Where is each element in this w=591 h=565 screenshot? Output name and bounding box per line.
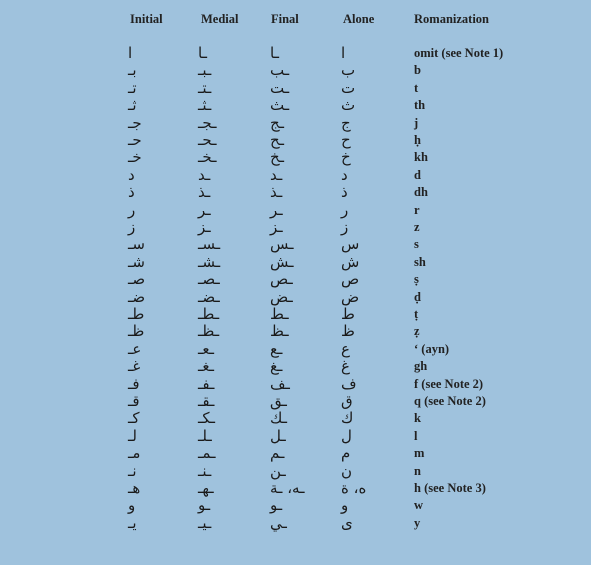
cell-initial: ثـ xyxy=(128,96,137,115)
cell-medial: ـصـ xyxy=(198,270,220,289)
cell-alone: ف xyxy=(341,374,357,393)
cell-initial: بـ xyxy=(128,61,137,80)
table-row xyxy=(0,358,591,375)
cell-medial: ـغـ xyxy=(198,357,215,376)
cell-romanization: ḍ xyxy=(414,289,421,304)
cell-romanization: th xyxy=(414,98,426,113)
cell-romanization: kh xyxy=(414,150,428,165)
cell-medial: ـمـ xyxy=(198,444,216,463)
cell-final: ـظ xyxy=(270,322,289,341)
cell-final: ـج xyxy=(270,113,285,132)
cell-final: ـس xyxy=(270,235,294,254)
cell-alone: ب xyxy=(341,61,356,80)
cell-medial: ـقـ xyxy=(198,392,215,410)
cell-alone: ل xyxy=(341,426,352,445)
cell-alone: ص xyxy=(341,270,360,289)
cell-romanization: ḥ xyxy=(414,133,421,147)
cell-final: ـب xyxy=(270,61,290,80)
table-row xyxy=(0,497,591,514)
table-row xyxy=(0,97,591,114)
table-row xyxy=(0,236,591,253)
cell-medial: ـعـ xyxy=(198,339,215,358)
cell-medial: ـطـ xyxy=(198,305,220,323)
table-row xyxy=(0,254,591,271)
cell-alone: م xyxy=(341,444,351,463)
cell-initial: هـ xyxy=(128,479,141,497)
cell-medial: ـخـ xyxy=(198,148,217,167)
cell-initial: ضـ xyxy=(128,287,146,306)
table-row xyxy=(0,410,591,427)
cell-alone: ا xyxy=(341,44,346,62)
cell-medial: ـبـ xyxy=(198,61,212,80)
table-row xyxy=(0,341,591,358)
cell-initial: ر xyxy=(128,200,136,219)
cell-final: ـا xyxy=(270,44,279,62)
header-final: Final xyxy=(271,12,299,26)
cell-final: ـز xyxy=(270,218,283,236)
cell-medial: ـثـ xyxy=(198,96,212,115)
cell-final: ـت xyxy=(270,78,290,97)
table-row xyxy=(0,515,591,532)
cell-romanization: t xyxy=(414,80,419,95)
cell-alone: ط xyxy=(341,305,355,323)
cell-alone: ق xyxy=(341,392,353,410)
cell-romanization: r xyxy=(414,202,420,217)
table-row xyxy=(0,115,591,132)
table-row xyxy=(0,376,591,393)
cell-initial: غـ xyxy=(128,357,141,376)
cell-romanization: omit (see Note 1) xyxy=(414,46,504,60)
cell-romanization: l xyxy=(414,428,418,443)
cell-initial: طـ xyxy=(128,305,145,323)
cell-romanization: h (see Note 3) xyxy=(414,481,486,495)
cell-final: ـص xyxy=(270,270,293,289)
table-row xyxy=(0,428,591,445)
table-row xyxy=(0,80,591,97)
table-row xyxy=(0,323,591,340)
cell-final: ـخ xyxy=(270,148,285,167)
cell-medial: ـا xyxy=(198,44,207,62)
cell-medial: ـلـ xyxy=(198,426,212,445)
cell-final: ـع xyxy=(270,339,283,358)
cell-romanization: k xyxy=(414,411,421,426)
cell-medial: ـفـ xyxy=(198,374,215,393)
cell-final: ـغ xyxy=(270,357,283,376)
cell-initial: قـ xyxy=(128,392,140,410)
cell-initial: ذ xyxy=(128,183,135,202)
cell-romanization: f (see Note 2) xyxy=(414,376,484,391)
cell-initial: شـ xyxy=(128,252,145,271)
table-row xyxy=(0,463,591,480)
cell-initial: ظـ xyxy=(128,322,145,341)
cell-initial: كـ xyxy=(128,409,140,428)
table-row xyxy=(0,132,591,149)
cell-initial: عـ xyxy=(128,339,142,358)
table-row xyxy=(0,149,591,166)
cell-initial: مـ xyxy=(128,444,141,463)
cell-final: ـف xyxy=(270,374,290,393)
table-row xyxy=(0,202,591,219)
cell-alone: س xyxy=(341,235,360,254)
cell-initial: سـ xyxy=(128,235,145,254)
cell-initial: صـ xyxy=(128,270,146,289)
cell-final: ـط xyxy=(270,305,289,323)
cell-final: ـك xyxy=(270,409,288,428)
cell-medial: ـر xyxy=(198,200,211,219)
cell-alone: ز xyxy=(341,218,349,236)
cell-romanization: sh xyxy=(414,254,426,269)
cell-romanization: dh xyxy=(414,185,428,200)
cell-alone: ن xyxy=(341,461,353,480)
cell-medial: ـجـ xyxy=(198,113,217,132)
cell-initial: خـ xyxy=(128,148,142,167)
cell-final: ـح xyxy=(270,131,285,149)
cell-initial: يـ xyxy=(128,513,137,532)
cell-romanization: s xyxy=(414,237,419,252)
table-row xyxy=(0,62,591,79)
cell-romanization: w xyxy=(414,498,424,513)
cell-alone: ح xyxy=(341,131,351,149)
cell-final: ـض xyxy=(270,287,293,306)
cell-romanization: b xyxy=(414,63,421,78)
cell-romanization: ẓ xyxy=(414,324,420,339)
cell-medial: ـكـ xyxy=(198,409,216,428)
cell-final: ـم xyxy=(270,444,285,463)
cell-medial: ـتـ xyxy=(198,78,212,97)
cell-alone: ت xyxy=(341,78,356,97)
table-row xyxy=(0,289,591,306)
header-initial: Initial xyxy=(130,12,163,26)
cell-medial: ـد xyxy=(198,165,211,184)
cell-final: ـث xyxy=(270,96,290,115)
table-row xyxy=(0,393,591,410)
cell-final: ـو xyxy=(270,496,283,515)
table-row xyxy=(0,45,591,62)
cell-romanization: q (see Note 2) xyxy=(414,394,486,408)
table-row xyxy=(0,184,591,201)
cell-alone: غ xyxy=(341,357,350,376)
cell-alone: ظ xyxy=(341,322,355,341)
cell-initial: لـ xyxy=(128,426,137,445)
cell-initial: ا xyxy=(128,44,133,62)
cell-romanization: ṭ xyxy=(414,307,419,321)
cell-alone: ى xyxy=(341,513,353,532)
cell-alone: ث xyxy=(341,96,356,115)
cell-final: ـل xyxy=(270,426,286,445)
cell-alone: ه، ة xyxy=(341,479,367,497)
cell-alone: خ xyxy=(341,148,351,167)
table-row xyxy=(0,271,591,288)
cell-medial: ـظـ xyxy=(198,322,220,341)
cell-romanization: gh xyxy=(414,359,428,374)
table-row xyxy=(0,445,591,462)
table-row xyxy=(0,480,591,497)
cell-romanization: d xyxy=(414,167,421,182)
cell-medial: ـضـ xyxy=(198,287,220,306)
cell-initial: حـ xyxy=(128,131,142,149)
cell-medial: ـحـ xyxy=(198,131,217,149)
cell-romanization: j xyxy=(414,115,419,130)
cell-initial: تـ xyxy=(128,78,137,97)
header-medial: Medial xyxy=(201,12,239,26)
cell-initial: د xyxy=(128,165,135,184)
cell-final: ـش xyxy=(270,252,294,271)
cell-medial: ـسـ xyxy=(198,235,221,254)
cell-alone: د xyxy=(341,165,348,184)
cell-alone: ش xyxy=(341,252,360,271)
cell-alone: ر xyxy=(341,200,349,219)
header-romanization: Romanization xyxy=(414,12,489,26)
cell-medial: ـذ xyxy=(198,183,211,202)
table-row xyxy=(0,219,591,236)
cell-initial: و xyxy=(128,496,136,515)
cell-alone: ج xyxy=(341,113,351,132)
cell-alone: ع xyxy=(341,339,350,358)
cell-final: ـه، ـة xyxy=(270,479,305,497)
cell-romanization: y xyxy=(414,515,421,530)
cell-medial: ـيـ xyxy=(198,513,212,532)
cell-final: ـق xyxy=(270,392,287,410)
cell-final: ـذ xyxy=(270,183,283,202)
table-row xyxy=(0,306,591,323)
cell-medial: ـهـ xyxy=(198,479,214,497)
cell-initial: فـ xyxy=(128,374,140,393)
cell-initial: جـ xyxy=(128,113,142,132)
table-row xyxy=(0,167,591,184)
header-alone: Alone xyxy=(343,12,375,26)
cell-final: ـن xyxy=(270,461,286,480)
cell-alone: ذ xyxy=(341,183,348,202)
cell-alone: و xyxy=(341,496,349,515)
cell-romanization: ṣ xyxy=(414,272,419,287)
cell-initial: نـ xyxy=(128,461,137,480)
cell-alone: ض xyxy=(341,287,360,306)
cell-romanization: z xyxy=(414,220,420,234)
cell-medial: ـشـ xyxy=(198,252,221,271)
cell-medial: ـز xyxy=(198,218,211,236)
cell-initial: ز xyxy=(128,218,136,236)
cell-final: ـي xyxy=(270,513,287,532)
cell-alone: ك xyxy=(341,409,354,428)
cell-medial: ـو xyxy=(198,496,211,515)
cell-medial: ـنـ xyxy=(198,461,212,480)
cell-final: ـر xyxy=(270,200,283,219)
cell-final: ـد xyxy=(270,165,283,184)
cell-romanization: ‘ (ayn) xyxy=(414,341,450,356)
cell-romanization: m xyxy=(414,446,425,461)
cell-romanization: n xyxy=(414,463,421,478)
